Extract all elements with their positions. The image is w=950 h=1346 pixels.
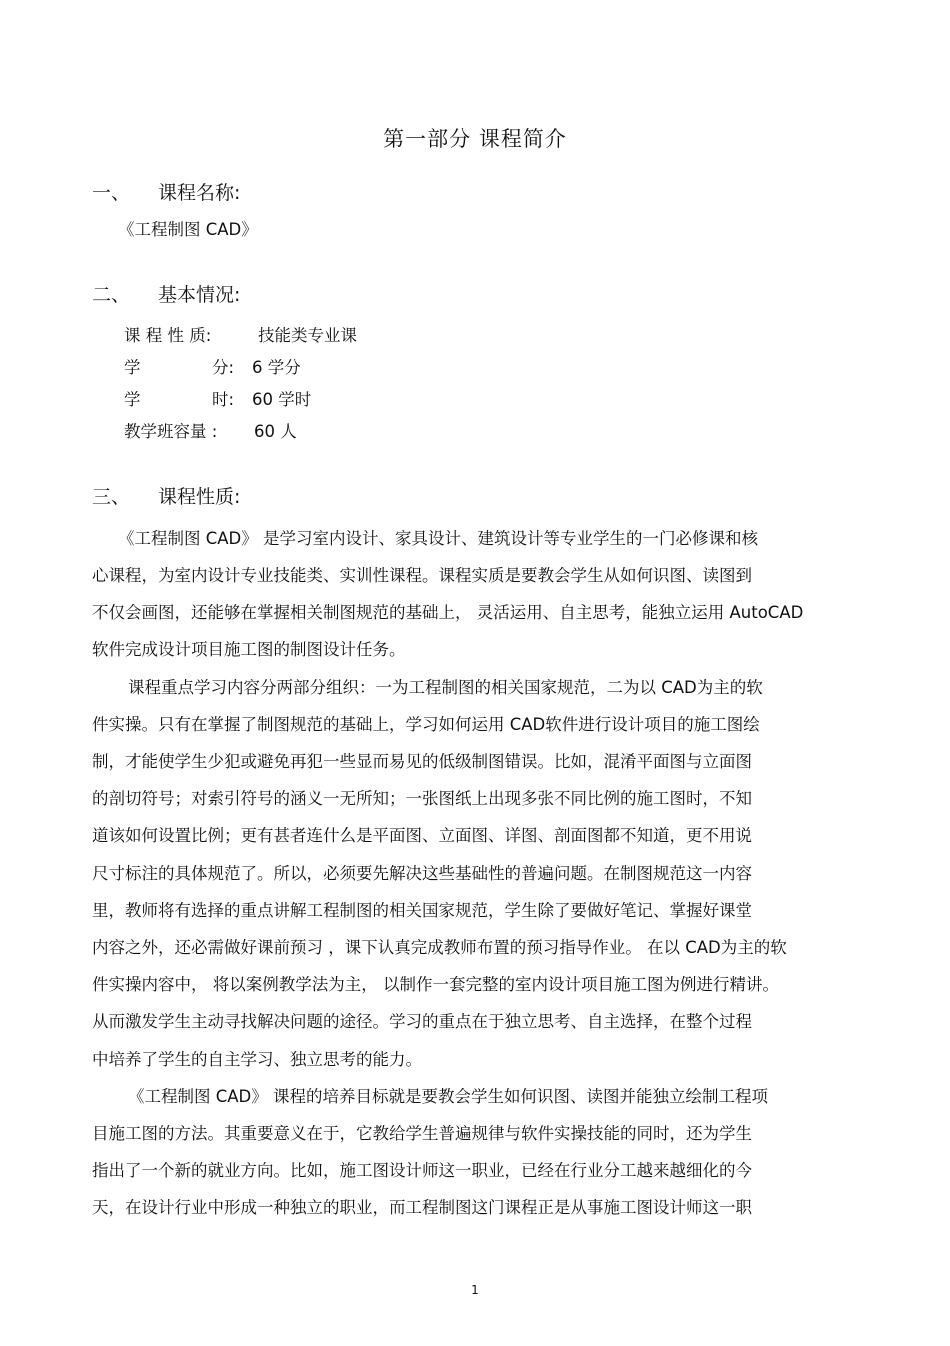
paragraph-line: 软件完成设计项目施工图的制图设计任务。 <box>92 640 406 659</box>
paragraph-line: 天，在设计行业中形成一种独立的职业，而工程制图这门课程正是从事施工图设计师这一职 <box>92 1198 752 1217</box>
paragraph-line: 道该如何设置比例；更有甚者连什么是平面图、立面图、详图、剖面图都不知道，更不用说 <box>92 826 752 845</box>
page-number: 1 <box>471 1283 479 1297</box>
paragraph-line: 目施工图的方法。其重要意义在于，它教给学生普遍规律与软件实操技能的同时，还为学生 <box>92 1124 752 1143</box>
info-label-capacity: 教学班容量 : <box>124 422 218 441</box>
info-label-credits-suffix: 分: <box>212 358 235 377</box>
paragraph-line: 《工程制图 CAD》 课程的培养目标就是要教会学生如何识图、读图并能独立绘制工程项 <box>128 1087 769 1106</box>
info-value-hours: 60 学时 <box>252 390 312 409</box>
paragraph-line: 制，才能使学生少犯或避免再犯一些显而易见的低级制图错误。比如，混淆平面图与立面图 <box>92 752 752 771</box>
paragraph-line: 件实操内容中， 将以案例教学法为主， 以制作一套完整的室内设计项目施工图为例进行精讲。 <box>92 975 779 994</box>
section-3-number: 三、 <box>92 486 131 508</box>
section-3-heading: 课程性质: <box>158 486 241 508</box>
paragraph-line: 件实操。只有在掌握了制图规范的基础上，学习如何运用 CAD软件进行设计项目的施工图绘 <box>92 715 760 734</box>
paragraph-line: 《工程制图 CAD》 是学习室内设计、家具设计、建筑设计等专业学生的一门必修课和核 <box>118 529 759 548</box>
paragraph-line: 里，教师将有选择的重点讲解工程制图的相关国家规范，学生除了要做好笔记、掌握好课堂 <box>92 901 752 920</box>
page-title: 第一部分 课程简介 <box>383 127 567 151</box>
paragraph-line: 尺寸标注的具体规范了。所以，必须要先解决这些基础性的普遍问题。在制图规范这一内容 <box>92 864 752 883</box>
section-1-heading: 课程名称: <box>158 182 241 204</box>
paragraph-line: 课程重点学习内容分两部分组织：一为工程制图的相关国家规范，二为以 CAD为主的软 <box>128 678 763 697</box>
info-label-hours: 学 <box>124 390 141 409</box>
paragraph-line: 不仅会画图，还能够在掌握相关制图规范的基础上， 灵活运用、自主思考，能独立运用 AutoCAD <box>92 603 804 622</box>
info-value-capacity: 60 人 <box>254 422 297 441</box>
paragraph-line: 从而激发学生主动寻找解决问题的途径。学习的重点在于独立思考、自主选择，在整个过程 <box>92 1012 752 1031</box>
paragraph-line: 内容之外，还必需做好课前预习 ，课下认真完成教师布置的预习指导作业。 在以 CAD为主的软 <box>92 938 787 957</box>
paragraph-line: 心课程，为室内设计专业技能类、实训性课程。课程实质是要教会学生从如何识图、读图到 <box>92 566 752 585</box>
info-label-hours-suffix: 时: <box>212 390 235 409</box>
paragraph-line: 中培养了学生的自主学习、独立思考的能力。 <box>92 1050 422 1069</box>
section-2-number: 二、 <box>92 284 131 306</box>
paragraph-line: 指出了一个新的就业方向。比如，施工图设计师这一职业，已经在行业分工越来越细化的今 <box>92 1161 752 1180</box>
paragraph-line: 的剖切符号；对索引符号的涵义一无所知；一张图纸上出现多张不同比例的施工图时，不知 <box>92 789 752 808</box>
course-name: 《工程制图 CAD》 <box>118 220 258 239</box>
info-label-credits: 学 <box>124 358 141 377</box>
section-2-heading: 基本情况: <box>158 284 241 306</box>
info-value-nature: 技能类专业课 <box>258 326 357 345</box>
section-1-number: 一、 <box>92 182 131 204</box>
info-label-nature: 课 程 性 质: <box>124 326 212 345</box>
info-value-credits: 6 学分 <box>252 358 301 377</box>
